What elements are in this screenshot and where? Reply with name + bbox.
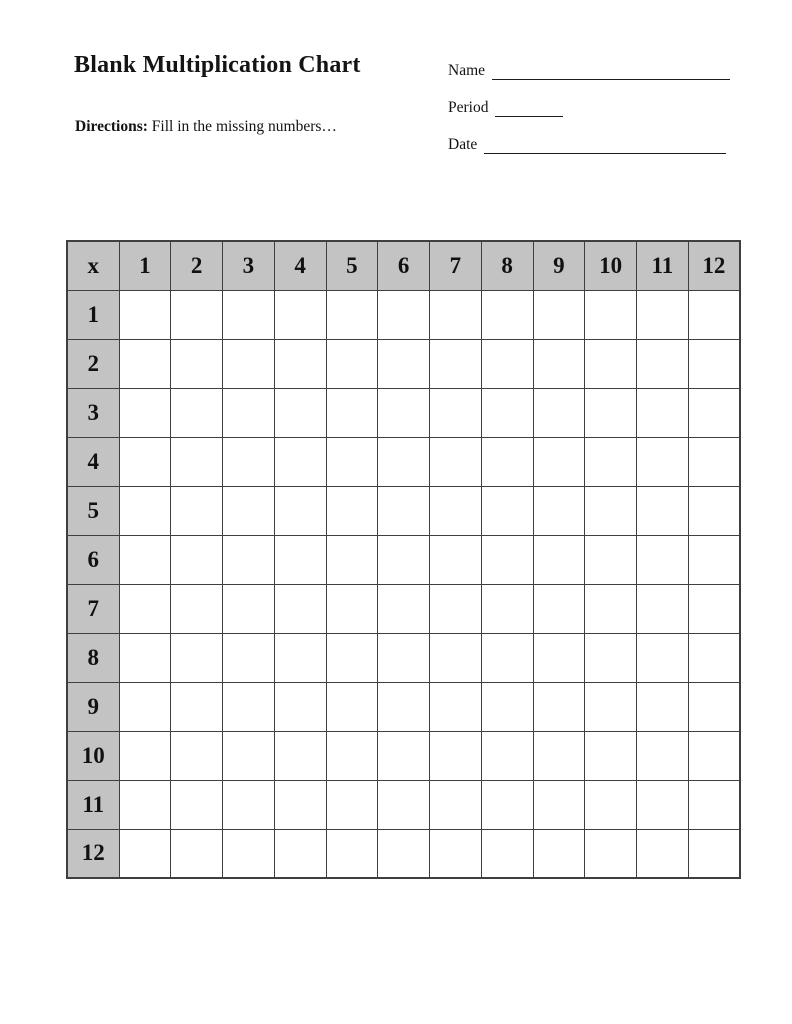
row-header: 3 <box>67 388 119 437</box>
column-header: 8 <box>481 241 533 290</box>
header-row <box>67 241 740 290</box>
grid-cell <box>637 486 689 535</box>
grid-cell <box>326 437 378 486</box>
grid-cell <box>585 535 637 584</box>
grid-cell <box>171 682 223 731</box>
grid-cell <box>533 535 585 584</box>
grid-cell <box>430 682 482 731</box>
grid-cell <box>430 584 482 633</box>
grid-cell <box>274 535 326 584</box>
grid-cell <box>481 339 533 388</box>
grid-cell <box>585 780 637 829</box>
grid-cell <box>171 437 223 486</box>
grid-cell <box>223 437 275 486</box>
table-row <box>67 731 740 780</box>
grid-cell <box>688 339 740 388</box>
grid-cell <box>585 731 637 780</box>
column-header: 5 <box>326 241 378 290</box>
column-header: 3 <box>223 241 275 290</box>
grid-cell <box>326 388 378 437</box>
grid-cell <box>481 388 533 437</box>
grid-cell <box>326 780 378 829</box>
grid-cell <box>223 829 275 878</box>
grid-cell <box>119 486 171 535</box>
grid-cell <box>585 339 637 388</box>
grid-cell <box>223 339 275 388</box>
grid-cell <box>274 388 326 437</box>
grid-cell <box>326 290 378 339</box>
grid-cell <box>481 437 533 486</box>
grid-cell <box>378 731 430 780</box>
date-label: Date <box>448 136 478 153</box>
grid-cell <box>171 290 223 339</box>
grid-cell <box>223 633 275 682</box>
grid-cell <box>533 388 585 437</box>
grid-cell <box>430 829 482 878</box>
period-blank-line <box>495 100 563 117</box>
grid-cell <box>688 388 740 437</box>
grid-cell <box>533 682 585 731</box>
directions <box>75 118 337 136</box>
grid-cell <box>637 290 689 339</box>
grid-cell <box>378 339 430 388</box>
table-row <box>67 388 740 437</box>
date-blank-line <box>484 137 726 154</box>
grid-cell <box>326 731 378 780</box>
grid-cell <box>637 535 689 584</box>
grid-cell <box>430 633 482 682</box>
row-header: 12 <box>67 829 119 878</box>
column-header: 6 <box>378 241 430 290</box>
grid-cell <box>688 829 740 878</box>
grid-cell <box>430 437 482 486</box>
grid-cell <box>274 290 326 339</box>
grid-cell <box>637 339 689 388</box>
grid-cell <box>585 437 637 486</box>
grid-cell <box>326 829 378 878</box>
grid-cell <box>585 388 637 437</box>
grid-cell <box>119 388 171 437</box>
grid-cell <box>326 486 378 535</box>
grid-cell <box>481 682 533 731</box>
table-row <box>67 339 740 388</box>
grid-cell <box>637 731 689 780</box>
grid-cell <box>119 829 171 878</box>
grid-cell <box>533 633 585 682</box>
grid-cell <box>481 486 533 535</box>
date-field <box>448 134 738 154</box>
header-fields <box>448 60 738 171</box>
grid-cell <box>688 682 740 731</box>
table-row <box>67 829 740 878</box>
table-row <box>67 290 740 339</box>
grid-cell <box>378 584 430 633</box>
column-header: 12 <box>688 241 740 290</box>
table-row <box>67 437 740 486</box>
grid-cell <box>119 437 171 486</box>
grid-cell <box>378 780 430 829</box>
grid-cell <box>637 388 689 437</box>
directions-text: Fill in the missing numbers… <box>147 118 337 135</box>
column-header: 9 <box>533 241 585 290</box>
column-header: 1 <box>119 241 171 290</box>
grid-cell <box>119 682 171 731</box>
grid-cell <box>688 731 740 780</box>
grid-cell <box>171 339 223 388</box>
grid-cell <box>585 682 637 731</box>
grid-cell <box>481 535 533 584</box>
grid-cell <box>688 780 740 829</box>
grid-cell <box>378 633 430 682</box>
grid-cell <box>378 535 430 584</box>
grid-cell <box>637 780 689 829</box>
grid-cell <box>171 780 223 829</box>
grid-cell <box>274 437 326 486</box>
grid-cell <box>533 584 585 633</box>
grid-cell <box>326 682 378 731</box>
directions-label: Directions: <box>75 118 148 135</box>
grid-cell <box>171 731 223 780</box>
grid-cell <box>378 388 430 437</box>
grid-cell <box>430 486 482 535</box>
grid-cell <box>481 584 533 633</box>
row-header: 2 <box>67 339 119 388</box>
grid-cell <box>688 633 740 682</box>
grid-cell <box>223 682 275 731</box>
grid-cell <box>430 388 482 437</box>
grid-cell <box>533 339 585 388</box>
table-row <box>67 682 740 731</box>
grid-cell <box>585 829 637 878</box>
grid-cell <box>223 486 275 535</box>
grid-cell <box>326 633 378 682</box>
grid-cell <box>378 682 430 731</box>
row-header: 4 <box>67 437 119 486</box>
grid-cell <box>223 535 275 584</box>
column-header: 10 <box>585 241 637 290</box>
grid-cell <box>688 437 740 486</box>
page-title: Blank Multiplication Chart <box>74 52 361 78</box>
row-header: 5 <box>67 486 119 535</box>
grid-cell <box>274 682 326 731</box>
grid-cell <box>223 290 275 339</box>
row-header: 9 <box>67 682 119 731</box>
row-header: 7 <box>67 584 119 633</box>
grid-cell <box>223 388 275 437</box>
grid-cell <box>430 535 482 584</box>
table-row <box>67 633 740 682</box>
grid-cell <box>637 682 689 731</box>
table-row <box>67 584 740 633</box>
grid-cell <box>274 584 326 633</box>
grid-cell <box>378 437 430 486</box>
column-header: 2 <box>171 241 223 290</box>
multiplication-table <box>66 240 741 879</box>
name-field <box>448 60 738 80</box>
grid-cell <box>274 731 326 780</box>
grid-cell <box>378 829 430 878</box>
row-header: 6 <box>67 535 119 584</box>
grid-cell <box>119 535 171 584</box>
row-header: 8 <box>67 633 119 682</box>
row-header: 1 <box>67 290 119 339</box>
grid-cell <box>119 584 171 633</box>
grid-cell <box>274 829 326 878</box>
grid-cell <box>585 633 637 682</box>
grid-cell <box>688 584 740 633</box>
grid-cell <box>119 633 171 682</box>
grid-cell <box>326 584 378 633</box>
grid-cell <box>481 633 533 682</box>
column-header: 4 <box>274 241 326 290</box>
grid-cell <box>119 731 171 780</box>
grid-cell <box>533 829 585 878</box>
table-row <box>67 535 740 584</box>
grid-cell <box>637 437 689 486</box>
grid-cell <box>171 486 223 535</box>
grid-cell <box>378 486 430 535</box>
row-header: 10 <box>67 731 119 780</box>
grid-cell <box>533 780 585 829</box>
grid-cell <box>119 290 171 339</box>
grid-cell <box>585 584 637 633</box>
grid-cell <box>171 584 223 633</box>
grid-cell <box>171 829 223 878</box>
table-row <box>67 486 740 535</box>
grid-cell <box>223 584 275 633</box>
period-label: Period <box>448 99 489 116</box>
grid-cell <box>533 486 585 535</box>
table-row <box>67 780 740 829</box>
name-label: Name <box>448 62 486 79</box>
grid-cell <box>430 780 482 829</box>
grid-cell <box>637 829 689 878</box>
grid-cell <box>688 486 740 535</box>
grid-cell <box>585 486 637 535</box>
grid-cell <box>378 290 430 339</box>
grid-cell <box>688 535 740 584</box>
grid-cell <box>533 290 585 339</box>
grid-cell <box>430 290 482 339</box>
name-blank-line <box>492 63 730 80</box>
grid-cell <box>171 633 223 682</box>
column-header: 11 <box>637 241 689 290</box>
grid-cell <box>326 535 378 584</box>
column-header: 7 <box>430 241 482 290</box>
grid-cell <box>119 339 171 388</box>
grid-cell <box>223 731 275 780</box>
grid-cell <box>481 290 533 339</box>
grid-cell <box>171 388 223 437</box>
grid-cell <box>533 437 585 486</box>
grid-cell <box>171 535 223 584</box>
grid-cell <box>637 584 689 633</box>
grid-cell <box>430 339 482 388</box>
grid-cell <box>274 339 326 388</box>
grid-cell <box>585 290 637 339</box>
grid-cell <box>326 339 378 388</box>
grid-cell <box>637 633 689 682</box>
grid-cell <box>481 780 533 829</box>
grid-cell <box>274 780 326 829</box>
grid-cell <box>430 731 482 780</box>
corner-cell: x <box>67 241 119 290</box>
grid-cell <box>533 731 585 780</box>
grid-cell <box>119 780 171 829</box>
row-header: 11 <box>67 780 119 829</box>
grid-cell <box>688 290 740 339</box>
grid-cell <box>223 780 275 829</box>
grid-cell <box>481 731 533 780</box>
grid-cell <box>274 633 326 682</box>
grid-cell <box>274 486 326 535</box>
period-field <box>448 97 738 117</box>
grid-cell <box>481 829 533 878</box>
